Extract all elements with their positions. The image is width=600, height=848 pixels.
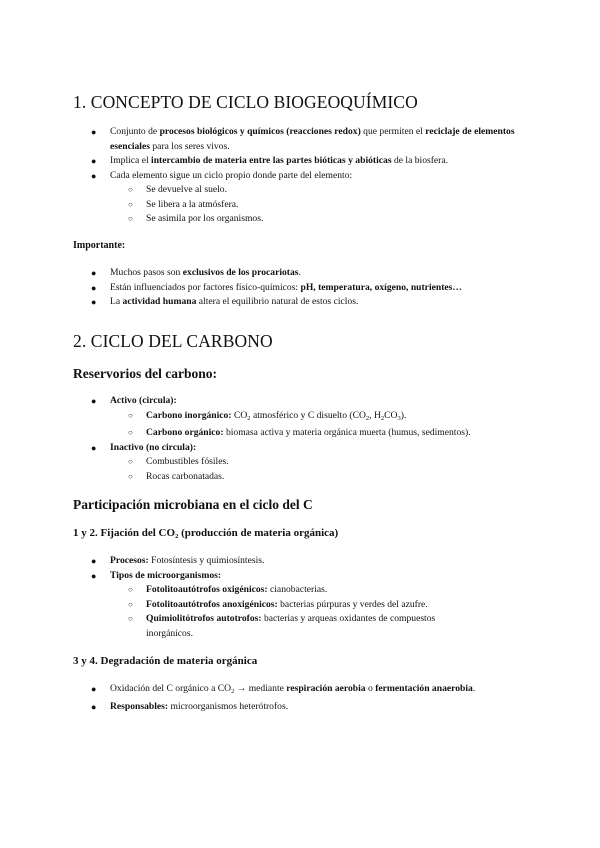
- list-item: ● Conjunto de procesos biológicos y químicos (reacciones redox) que permiten el reciclaje de elementos esenciales para los seres vivos.: [91, 126, 515, 152]
- list-item: ● Inactivo (no circula):: [73, 441, 533, 456]
- list-subitem: ○ Carbono inorgánico: $CO_2$ atmosférico y C disuelto ($CO_2$, $H_2CO_3$).: [128, 409, 407, 422]
- bullet-icon: ●: [91, 127, 97, 137]
- list-subitem: ○ Se asimila por los organismos.: [73, 212, 533, 227]
- list-item: ● Activo (circula):: [73, 394, 533, 409]
- list-item: ● Implica el intercambio de materia entre las partes bióticas y abióticas de la biosfera.: [73, 154, 533, 169]
- bullet-icon: ●: [91, 282, 97, 293]
- bullet-icon: ●: [91, 156, 97, 166]
- bullet-icon: ●: [91, 170, 97, 181]
- degradation-heading: 3 y 4. Degradación de materia orgánica: [73, 655, 258, 667]
- circle-bullet-icon: ○: [128, 599, 133, 609]
- list-item: ● Responsables: microorganismos heterótrofos.: [73, 700, 533, 715]
- list-item: ● Procesos: Fotosíntesis y quimiosíntesis.: [73, 554, 533, 569]
- fixation-list: [73, 554, 533, 641]
- section-1-title: 1. CONCEPTO DE CICLO BIOGEOQUÍMICO: [73, 92, 418, 112]
- circle-bullet-icon: ○: [128, 428, 133, 437]
- reservoirs-list: [73, 394, 533, 484]
- list-subitem: ○ Fotolitoautótrofos oxigénicos: cianobacterias.: [73, 583, 533, 598]
- bullet-icon: ●: [91, 556, 97, 566]
- list-item: ● La actividad humana altera el equilibrio natural de estos ciclos.: [73, 295, 533, 310]
- circle-bullet-icon: ○: [128, 214, 133, 223]
- bullet-icon: ●: [91, 701, 97, 712]
- reservoirs-heading: Reservorios del carbono:: [73, 366, 217, 381]
- degradation-list: [73, 682, 533, 714]
- bullet-icon: ●: [91, 442, 97, 453]
- important-list: [73, 266, 533, 310]
- list-item: ● Cada elemento sigue un ciclo propio donde parte del elemento:: [73, 169, 533, 184]
- list-item: ● Están influenciados por factores físico-químicos: pH, temperatura, oxígeno, nutrientes…: [73, 281, 533, 296]
- circle-bullet-icon: ○: [128, 199, 133, 209]
- list-item: ● Tipos de microorganismos:: [73, 569, 533, 584]
- important-label: Importante:: [73, 240, 126, 251]
- section-2-title: 2. CICLO DEL CARBONO: [73, 331, 273, 351]
- circle-bullet-icon: ○: [128, 410, 133, 420]
- circle-bullet-icon: ○: [128, 185, 133, 194]
- bullet-icon: ●: [91, 684, 97, 694]
- list-subitem: ○ Carbono orgánico: biomasa activa y materia orgánica muerta (humus, sedimentos).: [73, 426, 533, 441]
- circle-bullet-icon: ○: [128, 585, 133, 594]
- bullet-icon: ●: [91, 396, 97, 406]
- microbial-heading: Participación microbiana en el ciclo del C: [73, 497, 313, 512]
- bullet-icon: ●: [91, 570, 97, 581]
- circle-bullet-icon: ○: [128, 614, 133, 623]
- list-subitem: ○ Quimiolitótrofos autotrofos: bacterias y arqueas oxidantes de compuestos inorgánicos.: [128, 613, 436, 639]
- circle-bullet-icon: ○: [128, 471, 133, 481]
- list-subitem: ○ Rocas carbonatadas.: [73, 470, 533, 485]
- list-subitem: ○ Se libera a la atmósfera.: [73, 198, 533, 213]
- list-item: ● Oxidación del C orgánico a $CO_2$ → mediante respiración aerobia o fermentación anaerobia.: [91, 683, 476, 695]
- list-item: ● Muchos pasos son exclusivos de los procariotas.: [73, 266, 533, 281]
- list-subitem: ○ Combustibles fósiles.: [73, 455, 533, 470]
- fixation-heading: 1 y 2. Fijación del $CO_2$ (producción de materia orgánica): [73, 527, 339, 540]
- circle-bullet-icon: ○: [128, 457, 133, 466]
- list-subitem: ○ Se devuelve al suelo.: [73, 183, 533, 198]
- list-subitem: ○ Fotolitoautótrofos anoxigénicos: bacterias púrpuras y verdes del azufre.: [73, 598, 533, 613]
- bullet-icon: ●: [91, 268, 97, 278]
- concept-list: [73, 125, 533, 227]
- bullet-icon: ●: [91, 297, 97, 307]
